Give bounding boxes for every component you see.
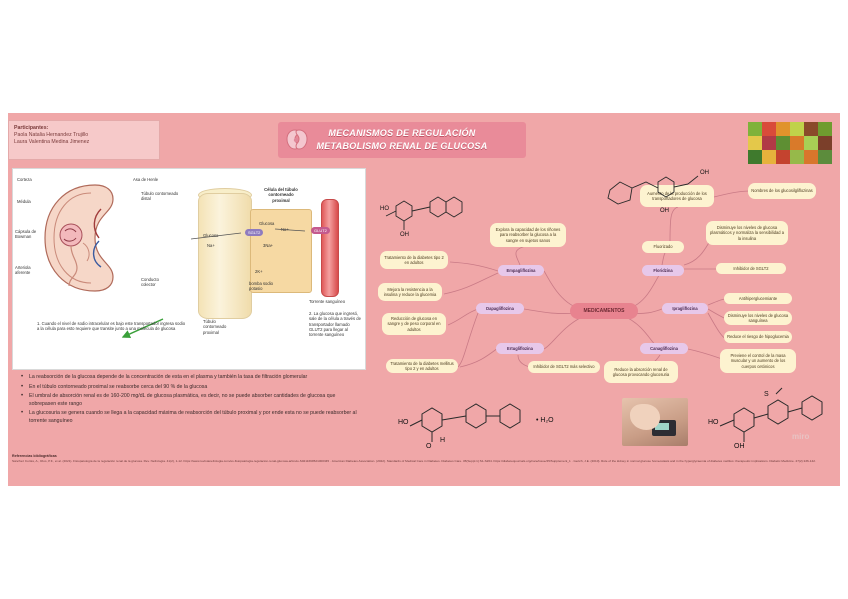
info-note-7[interactable]: Aumento de la producción de los transportadores de glucosa <box>640 185 714 207</box>
info-note-5[interactable]: Explora la capacidad de los riñones para reabsorber la glucosa a la sangre en sujetos sanos <box>490 223 566 247</box>
key-points-list <box>12 374 364 446</box>
label-bomba-sodio-potasio: bomba sodio potasio <box>249 281 273 292</box>
list-item: • En el túbulo contorneado proximal se reabsorbe cerca del 90 % de la glucosa <box>24 384 360 392</box>
title-line-1: MECANISMOS DE REGULACIÓN <box>328 128 476 138</box>
svg-text:S: S <box>764 391 769 398</box>
label-na-lumen: Na+ <box>207 243 215 248</box>
drug-node-ertugliflozina[interactable]: Ertugliflozina <box>496 343 544 354</box>
label-torrente-sanguineo: Torrente sanguíneo <box>309 299 346 304</box>
svg-text:HO: HO <box>708 419 719 426</box>
note-1: 1. Cuando el nivel de sodio intracelular es bajo este transportador ingresa sodio a la célula para esto requiere que transite junto a una molécula de glucosa <box>37 321 186 332</box>
title-banner <box>278 122 526 158</box>
label-medula: Médula <box>17 199 31 204</box>
sglt2-transporter: SGLT2 <box>245 229 263 236</box>
label-tubulo-distal: Túbulo contorneado distal <box>141 191 179 202</box>
info-note-16[interactable]: Nombres de los glucosilgliflozinas <box>748 183 816 199</box>
label-arteriola-aferente: Arteriola aferente <box>15 265 31 276</box>
svg-text:OH: OH <box>660 208 669 214</box>
label-celula-tcp: Célula del túbulo contorneado proximal <box>264 187 298 203</box>
svg-text:• H₂O: • H₂O <box>536 417 554 424</box>
references-title: Referencias bibliográficas <box>12 454 57 458</box>
info-note-4[interactable]: Tratamiento de la diabetes mellitus tipo 2 y en adultos <box>386 359 458 373</box>
participant-name-2: Laura Valentina Medina Jimenez <box>14 139 90 145</box>
svg-text:HO: HO <box>380 206 389 212</box>
healthy-food-collage <box>748 122 832 164</box>
participants-box <box>8 120 160 160</box>
molecule-structure-top-right <box>600 160 730 220</box>
info-note-2[interactable]: Mejora la resistencia a la insulina y reduce la glucemia <box>378 283 442 301</box>
svg-text:HO: HO <box>398 419 409 426</box>
molecule-structure-left <box>378 186 498 238</box>
label-3na: 3Na+ <box>263 243 274 248</box>
glucometer-photo <box>622 398 688 446</box>
molecule-structure-bottom-left <box>396 392 566 450</box>
svg-text:OH: OH <box>700 170 709 176</box>
mindmap-center-node[interactable]: MEDICAMENTOS <box>570 303 638 319</box>
drug-node-canagliflozina[interactable]: Canagliflozina <box>640 343 688 354</box>
label-glucosa-lumen: Glucosa <box>203 233 219 238</box>
info-note-15[interactable]: Reduce la absorción renal de glucosa provocando glucosuria <box>604 361 678 383</box>
info-note-10[interactable]: Inhibidor de SGLT2 <box>716 263 786 274</box>
label-glucosa-cell: Glucosa <box>259 221 275 226</box>
label-2k: 2K+ <box>255 269 263 274</box>
drug-node-floridzina[interactable]: Floridzina <box>642 265 684 276</box>
svg-text:O: O <box>426 443 432 450</box>
list-item: • La glucosuria se genera cuando se llega a la capacidad máxima de reabsorción del túbulo proximal y por ende esta no se puede reabsorber al torrente sanguíneo <box>24 410 360 425</box>
label-na-cell: Na+ <box>281 227 289 232</box>
info-note-9[interactable]: Disminuye los niveles de glucosa plasmáticos y normaliza la sensibilidad a la insulina <box>706 221 788 245</box>
list-item: • La reabsorción de la glucosa depende de la concentración de esta en el plasma y también la tasa de filtración glomerular <box>24 374 360 382</box>
references-footer <box>8 452 840 486</box>
info-note-14[interactable]: Previene el control de la masa muscular y un aumento de los cuerpos cetónicos <box>720 349 796 373</box>
participants-title: Participantes: <box>14 125 49 131</box>
info-note-12[interactable]: Disminuye los niveles de glucosa sanguínea <box>724 311 792 325</box>
info-note-11[interactable]: Antihiperglucemiante <box>724 293 792 304</box>
diagram-arrows <box>13 169 365 369</box>
miro-watermark: miro <box>792 432 810 441</box>
svg-text:OH: OH <box>734 443 745 450</box>
info-note-6[interactable]: Inhibidor de SGLT2 más selectivo <box>528 361 600 373</box>
label-corteza: Corteza <box>17 177 32 182</box>
info-note-1[interactable]: Tratamiento de la diabetes tipo 2 en adultos <box>380 251 448 269</box>
label-asa-henle: Asa de Henle <box>133 177 159 182</box>
note-2: 2. La glucosa que ingresó, sale de la célula a través de transportador llamado GLUT2 para llegar al torrente sanguíneo <box>309 311 361 337</box>
svg-text:OH: OH <box>400 232 409 238</box>
drug-node-dapagliflozina[interactable]: Dapagliflozina <box>476 303 524 314</box>
title-line-2: METABOLISMO RENAL DE GLUCOSA <box>316 141 488 151</box>
drug-node-empagliflozina[interactable]: Empagliflozina <box>498 265 544 276</box>
svg-text:H: H <box>440 437 446 444</box>
glut2-transporter: GLUT2 <box>311 227 330 234</box>
drug-node-ipragliflozina[interactable]: Ipragliflozina <box>662 303 708 314</box>
kidney-icon <box>283 127 309 153</box>
label-conducto-colector: Conducto colector <box>141 277 159 288</box>
info-note-8[interactable]: Fluorizado <box>642 241 684 253</box>
nephron-diagram-panel <box>12 168 366 370</box>
label-tubulo-proximal: Túbulo contorneado proximal <box>203 319 227 335</box>
info-note-3[interactable]: Reducción de glucosa en sangre y de peso corporal en adultos <box>382 313 446 335</box>
list-item: • El umbral de absorción renal es de 160-200 mg/dL de glucosa plasmática, es decir, no se puede absorber cantidades de glucosa que sobrepasen este rango <box>24 393 360 408</box>
label-capsula-bowman: Cápsula de Bowman <box>15 229 37 240</box>
info-note-13[interactable]: Reduce el riesgo de hipoglucemia <box>724 331 792 343</box>
references-text: Sánchez Cortés, A., Ríos, P.F., et al. (2021). Fisiopatología de la regulación renal de la glucosa. Rev. Nefrología. 41(2), 1-12. https://www.revistanefrologia.com/es-fisiopatologia-regulacion-renal-glucosa-articulo-S0211699521000345 · American Diabetes Association. (2022). Standards of Medical Care in Diabetes. Diabetes Care. 45(Suppl.1):S1-S264. https://diabetesjournals.org/care/issue/45/Supplement_1 · Gerich, J.E. (2010). Role of the kidney in normal glucose homeostasis and in the hyperglycaemia of diabetes mellitus: therapeutic implications. Diabetic Medicine. 27(2):136-142. <box>12 459 816 463</box>
participant-name-1: Paola Natalia Hernandez Trujillo <box>14 132 89 138</box>
